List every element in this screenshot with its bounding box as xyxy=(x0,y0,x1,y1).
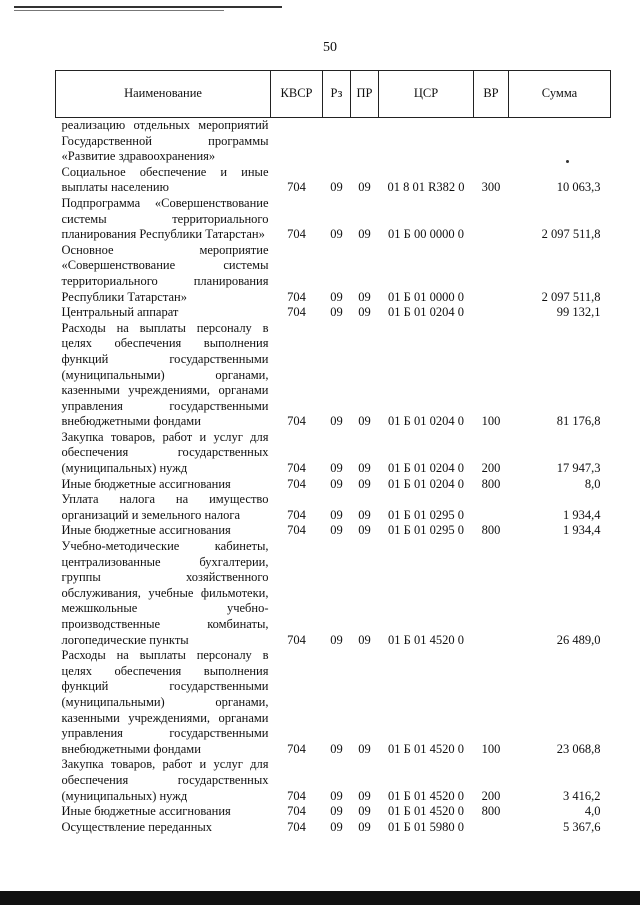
row-kvsr: 704 xyxy=(287,289,306,304)
row-rz: 09 xyxy=(330,227,343,242)
row-name: реализацию отдельных мероприятий Государственной программы «Развитие здравоохранения» xyxy=(61,118,269,164)
row-sum xyxy=(509,118,611,165)
row-csr: 01 Б 01 0000 0 xyxy=(388,289,464,304)
row-pr: 09 xyxy=(358,227,371,242)
row-vr xyxy=(474,820,509,836)
row-sum: 5 367,6 xyxy=(563,819,601,834)
row-rz: 09 xyxy=(330,461,343,476)
row-name: Основное мероприятие «Совершенствование системы территориального планирования Республики Татарстан» xyxy=(61,242,269,304)
header-pr: ПР xyxy=(351,71,379,118)
row-csr: 01 Б 01 4520 0 xyxy=(388,788,464,803)
row-vr: 300 xyxy=(481,180,501,195)
table-row xyxy=(56,321,611,430)
row-rz: 09 xyxy=(330,476,343,491)
row-vr xyxy=(474,539,509,648)
row-sum: 8,0 xyxy=(584,476,601,491)
table-row xyxy=(56,757,611,804)
page-number: 50 xyxy=(323,40,337,55)
table-row xyxy=(56,820,611,836)
row-csr xyxy=(379,118,474,165)
row-name: Подпрограмма «Совершенствование системы территориального планирования Республики Татарстан» xyxy=(61,195,269,242)
row-pr: 09 xyxy=(358,788,371,803)
row-kvsr: 704 xyxy=(287,507,306,522)
row-csr: 01 Б 01 0204 0 xyxy=(388,305,464,320)
row-rz: 09 xyxy=(330,804,343,819)
scan-speck xyxy=(566,160,569,163)
row-rz: 09 xyxy=(330,414,343,429)
row-vr: 800 xyxy=(481,476,501,491)
row-kvsr: 704 xyxy=(287,819,306,834)
row-name: Иные бюджетные ассигнования xyxy=(61,804,231,819)
header-vr: ВР xyxy=(474,71,509,118)
row-rz xyxy=(323,118,351,165)
row-name: Закупка товаров, работ и услуг для обеспечения государственных (муниципальных) нужд xyxy=(61,429,269,476)
row-name: Осуществление переданных xyxy=(61,819,213,834)
row-csr: 01 Б 00 0000 0 xyxy=(388,227,464,242)
row-name: Учебно-методические кабинеты, централизованные бухгалтерии, группы хозяйственного обслуживания, учебные фильмотеки, межшкольные учебно-производственные комбинаты, логопедические пункты xyxy=(61,539,269,647)
row-rz: 09 xyxy=(330,289,343,304)
row-pr: 09 xyxy=(358,180,371,195)
row-csr: 01 Б 01 4520 0 xyxy=(388,741,464,756)
table-row xyxy=(56,243,611,305)
row-pr: 09 xyxy=(358,632,371,647)
row-csr: 01 Б 01 4520 0 xyxy=(388,804,464,819)
row-csr: 01 Б 01 0204 0 xyxy=(388,461,464,476)
row-vr xyxy=(474,305,509,321)
row-kvsr: 704 xyxy=(287,180,306,195)
row-pr: 09 xyxy=(358,305,371,320)
row-kvsr: 704 xyxy=(287,788,306,803)
header-sum: Сумма xyxy=(509,71,611,118)
row-name: Иные бюджетные ассигнования xyxy=(61,523,231,538)
table-row xyxy=(56,430,611,477)
row-csr: 01 Б 01 0295 0 xyxy=(388,507,464,522)
header-rz: Рз xyxy=(323,71,351,118)
row-kvsr: 704 xyxy=(287,227,306,242)
row-pr: 09 xyxy=(358,476,371,491)
row-name: Расходы на выплаты персоналу в целях обеспечения выполнения функций государственными (муниципальными) органами, казенными учреждениями, органами управления государственными внебюджетными фондами xyxy=(61,320,269,429)
row-name: Центральный аппарат xyxy=(61,305,179,320)
row-csr: 01 8 01 R382 0 xyxy=(387,180,465,195)
scan-bottom-border xyxy=(0,891,640,905)
row-pr: 09 xyxy=(358,507,371,522)
row-sum: 1 934,4 xyxy=(563,523,601,538)
row-name: Расходы на выплаты персоналу в целях обеспечения выполнения функций государственными (муниципальными) органами, казенными учреждениями, органами управления государственными внебюджетными фондами xyxy=(61,648,269,756)
row-vr: 200 xyxy=(481,461,501,476)
row-rz: 09 xyxy=(330,180,343,195)
row-name: Социальное обеспечение и иные выплаты населению xyxy=(61,164,269,195)
row-kvsr xyxy=(271,118,323,165)
table-row xyxy=(56,305,611,321)
row-rz: 09 xyxy=(330,819,343,834)
row-csr: 01 Б 01 0295 0 xyxy=(388,523,464,538)
row-rz: 09 xyxy=(330,741,343,756)
row-kvsr: 704 xyxy=(287,414,306,429)
row-name: Уплата налога на имущество организаций и земельного налога xyxy=(61,492,269,522)
table-row xyxy=(56,118,611,165)
row-vr xyxy=(474,196,509,243)
table-header-row xyxy=(56,71,611,118)
row-sum: 3 416,2 xyxy=(563,788,601,803)
row-pr: 09 xyxy=(358,289,371,304)
row-vr xyxy=(474,118,509,165)
table-row xyxy=(56,477,611,493)
row-vr xyxy=(474,492,509,523)
header-csr: ЦСР xyxy=(379,71,474,118)
table-row xyxy=(56,648,611,757)
row-pr xyxy=(351,118,379,165)
row-csr: 01 Б 01 5980 0 xyxy=(388,819,464,834)
row-sum: 10 063,3 xyxy=(556,180,601,195)
row-pr: 09 xyxy=(358,523,371,538)
header-kvsr: КВСР xyxy=(271,71,323,118)
row-pr: 09 xyxy=(358,741,371,756)
table-row xyxy=(56,523,611,539)
table-row xyxy=(56,492,611,523)
row-pr: 09 xyxy=(358,804,371,819)
row-sum: 2 097 511,8 xyxy=(541,227,601,242)
row-kvsr: 704 xyxy=(287,461,306,476)
table-row xyxy=(56,804,611,820)
row-vr: 800 xyxy=(481,523,501,538)
row-rz: 09 xyxy=(330,523,343,538)
row-csr: 01 Б 01 0204 0 xyxy=(388,414,464,429)
row-kvsr: 704 xyxy=(287,632,306,647)
table-body xyxy=(56,118,611,836)
row-sum: 26 489,0 xyxy=(556,632,601,647)
row-pr: 09 xyxy=(358,461,371,476)
header-name: Наименование xyxy=(56,71,271,118)
row-pr: 09 xyxy=(358,819,371,834)
row-sum: 4,0 xyxy=(584,804,601,819)
row-name: Закупка товаров, работ и услуг для обеспечения государственных (муниципальных) нужд xyxy=(61,757,269,803)
row-rz: 09 xyxy=(330,305,343,320)
scan-edge-line xyxy=(14,6,282,8)
row-sum: 17 947,3 xyxy=(556,461,601,476)
scan-edge-line xyxy=(14,10,224,11)
row-rz: 09 xyxy=(330,507,343,522)
row-kvsr: 704 xyxy=(287,804,306,819)
table-row xyxy=(56,165,611,196)
row-kvsr: 704 xyxy=(287,476,306,491)
row-sum: 1 934,4 xyxy=(563,507,601,522)
row-rz: 09 xyxy=(330,632,343,647)
row-kvsr: 704 xyxy=(287,741,306,756)
row-csr: 01 Б 01 0204 0 xyxy=(388,476,464,491)
row-kvsr: 704 xyxy=(287,305,306,320)
row-pr: 09 xyxy=(358,414,371,429)
budget-table xyxy=(55,70,611,835)
row-name: Иные бюджетные ассигнования xyxy=(61,476,231,491)
row-kvsr: 704 xyxy=(287,523,306,538)
row-csr: 01 Б 01 4520 0 xyxy=(388,632,464,647)
row-vr: 100 xyxy=(481,414,501,429)
row-vr: 100 xyxy=(481,741,501,756)
row-sum: 99 132,1 xyxy=(556,305,601,320)
row-sum: 81 176,8 xyxy=(556,414,601,429)
table-row xyxy=(56,539,611,648)
row-rz: 09 xyxy=(330,788,343,803)
row-sum: 23 068,8 xyxy=(556,741,601,756)
table-row xyxy=(56,196,611,243)
row-vr: 800 xyxy=(481,804,501,819)
row-sum: 2 097 511,8 xyxy=(541,289,601,304)
row-vr: 200 xyxy=(481,788,501,803)
row-vr xyxy=(474,243,509,305)
